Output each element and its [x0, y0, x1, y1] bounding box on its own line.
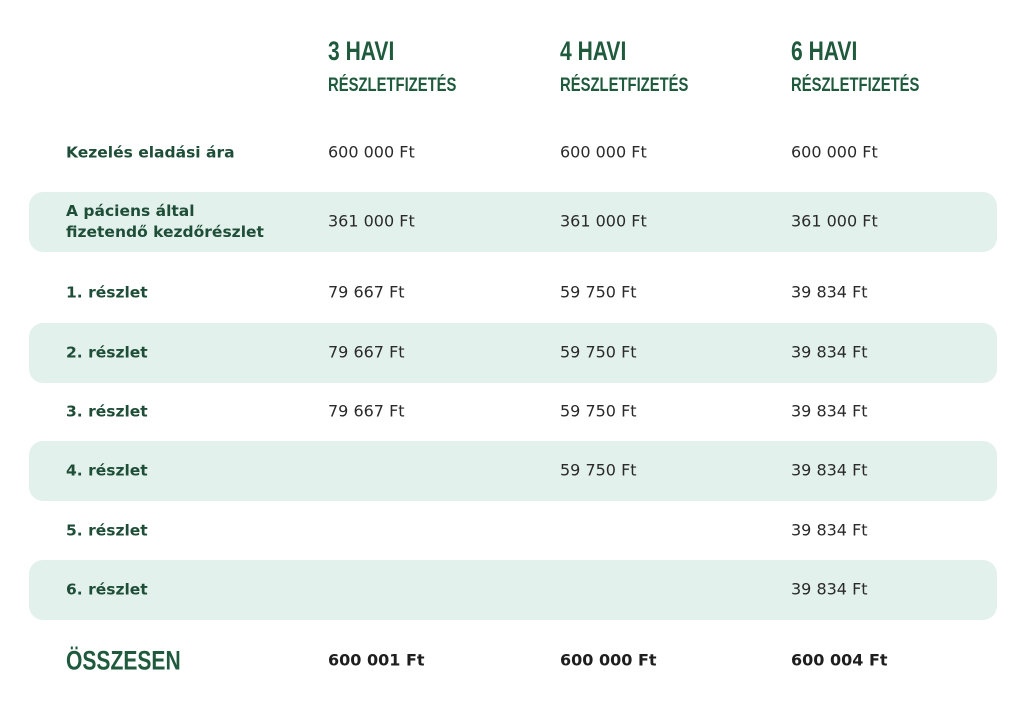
cell-4-month: 59 750 Ft — [560, 460, 637, 480]
cell-4-month: 361 000 Ft — [560, 211, 647, 231]
row-label: 2. részlet — [66, 343, 148, 362]
row-label: Kezelés eladási ára — [66, 143, 235, 162]
total-6-month: 600 004 Ft — [791, 650, 888, 670]
row-label: 4. részlet — [66, 461, 148, 480]
plan-3-month-header — [328, 34, 493, 98]
plan-subtitle: RÉSZLETFIZETÉS — [560, 75, 689, 96]
total-4-month: 600 000 Ft — [560, 650, 657, 670]
row-label: A páciens által fizetendő kezdőrészlet — [66, 202, 264, 241]
row-label: 5. részlet — [66, 521, 148, 540]
total-3-month: 600 001 Ft — [328, 650, 425, 670]
table-row — [29, 192, 997, 252]
table-row — [29, 502, 997, 560]
cell-4-month: 59 750 Ft — [560, 401, 637, 421]
cell-4-month: 59 750 Ft — [560, 342, 637, 362]
cell-6-month: 600 000 Ft — [791, 142, 878, 162]
table-header — [0, 34, 1024, 104]
row-label: 6. részlet — [66, 580, 148, 599]
table-row — [29, 560, 997, 620]
cell-6-month: 39 834 Ft — [791, 401, 868, 421]
plan-title: 6 HAVI — [791, 36, 858, 66]
cell-6-month: 39 834 Ft — [791, 342, 868, 362]
plan-title: 4 HAVI — [560, 36, 627, 66]
cell-6-month: 39 834 Ft — [791, 520, 868, 540]
total-label: ÖSSZESEN — [66, 645, 181, 676]
table-row — [29, 383, 997, 441]
cell-3-month: 361 000 Ft — [328, 211, 415, 231]
cell-6-month: 361 000 Ft — [791, 211, 878, 231]
row-label: 3. részlet — [66, 402, 148, 421]
plan-title: 3 HAVI — [328, 36, 395, 66]
cell-4-month: 600 000 Ft — [560, 142, 647, 162]
total-row — [29, 632, 997, 690]
cell-3-month: 79 667 Ft — [328, 342, 405, 362]
plan-6-month-header — [791, 34, 956, 98]
cell-3-month: 79 667 Ft — [328, 282, 405, 302]
cell-3-month: 79 667 Ft — [328, 401, 405, 421]
plan-subtitle: RÉSZLETFIZETÉS — [328, 75, 457, 96]
table-row — [29, 264, 997, 322]
plan-4-month-header — [560, 34, 725, 98]
cell-6-month: 39 834 Ft — [791, 282, 868, 302]
table-row — [29, 124, 997, 182]
plan-subtitle: RÉSZLETFIZETÉS — [791, 75, 920, 96]
cell-3-month: 600 000 Ft — [328, 142, 415, 162]
cell-6-month: 39 834 Ft — [791, 579, 868, 599]
table-row — [29, 441, 997, 501]
cell-4-month: 59 750 Ft — [560, 282, 637, 302]
row-label: 1. részlet — [66, 283, 148, 302]
cell-6-month: 39 834 Ft — [791, 460, 868, 480]
table-row — [29, 323, 997, 383]
